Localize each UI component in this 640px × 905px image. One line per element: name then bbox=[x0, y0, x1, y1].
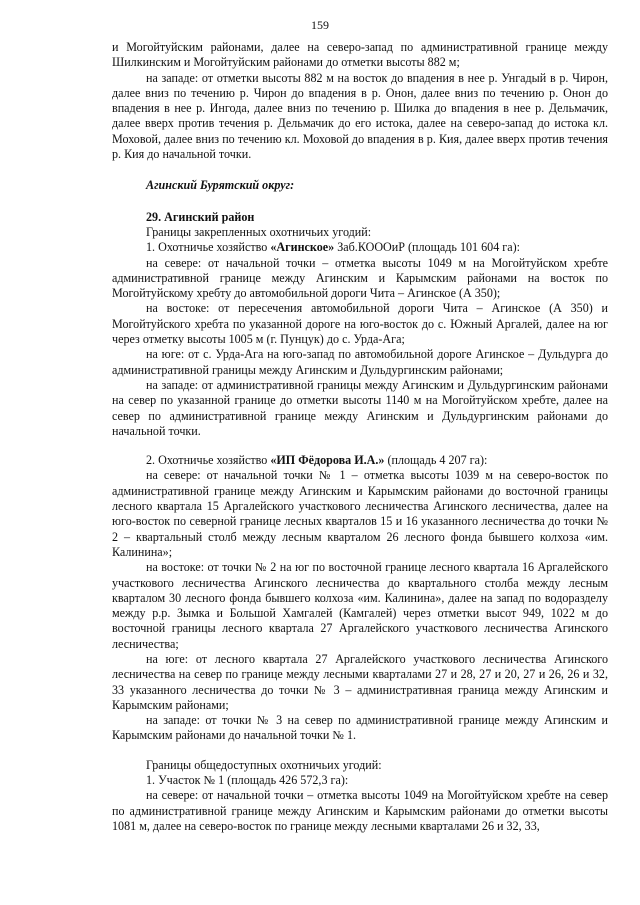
district-heading: Агинский Бурятский округ: bbox=[146, 178, 295, 193]
farm-2-suffix: (площадь 4 207 га): bbox=[384, 453, 488, 468]
public-grounds-label: Границы общедоступных охотничьих угодий: bbox=[146, 757, 382, 772]
farm-1-south: на юге: от с. Урда-Ага на юго-запад по автомобильной дороге Агинское – Дульдурга до административной границы между Агинским и Дульдургинским районами; bbox=[112, 347, 608, 377]
farm-2-prefix: 2. Охотничье хозяйство bbox=[146, 453, 271, 468]
farm-1-east: на востоке: от пересечения автомобильной дороги Чита – Агинское (А 350) и Могойтуйского хребта по указанной дороге на юго-восток до с. Южный Аргалей, далее на юг через отметку высоты 1005 м (г. Пунцук) до с. Урда-Ага; bbox=[112, 301, 608, 347]
raion-heading: 29. Агинский район bbox=[146, 209, 255, 224]
plot-1-heading: 1. Участок № 1 (площадь 426 572,3 га): bbox=[146, 773, 349, 788]
farm-1-name: «Агинское» bbox=[270, 240, 335, 255]
farm-1-heading bbox=[112, 240, 608, 255]
document-body bbox=[112, 40, 608, 834]
farm-2-west: на западе: от точки № 3 на север по административной границе между Агинским и Карымским районами до начальной точки № 1. bbox=[112, 713, 608, 743]
farm-1-north: на севере: от начальной точки – отметка высоты 1049 м на Могойтуйском хребте административной границе между Агинским и Карымским районами на восток по Могойтуйскому хребту до автомобильной дороги Чита – Агинское (А 350); bbox=[112, 255, 608, 301]
farm-2-south: на юге: от лесного квартала 27 Аргалейского участкового лесничества Агинского лесничества на север по границе между лесными кварталами 27 и 28, 27 и 20, 27 и 26, 26 и 32, 33 указанного лесничества до точки № 3 – административная граница между Агинским и Карымским районами; bbox=[112, 651, 608, 712]
fixed-grounds-label: Границы закрепленных охотничьих угодий: bbox=[146, 224, 372, 239]
farm-1-suffix: Заб.КОООиР (площадь 101 604 га): bbox=[334, 240, 520, 255]
farm-2-east: на востоке: от точки № 2 на юг по восточной границе лесного квартала 16 Аргалейского участкового лесничества Агинского лесничества до квартального столба между лесным кварталом 30 лесного фонда бывшего колхоза «им. Калинина», далее на запад по водоразделу между р.р. Зымка и Большой Хамгалей (Камгалей) через отметки высот 949, 1022 м до восточной границы лесного квартала 27 Аргалейского участкового лесничества Агинского лесничества; bbox=[112, 560, 608, 651]
farm-2-heading bbox=[112, 453, 608, 468]
farm-1-west: на западе: от административной границы между Агинским и Дульдургинским районами на север по указанной границе до отметки высоты 1140 м на Могойтуйском хребте, далее на север по административной границе между Агинским и Дульдургинским районами до начальной точки. bbox=[112, 377, 608, 438]
paragraph-west-boundary: на западе: от отметки высоты 882 м на восток до впадения в нее р. Унгадый в р. Чирон, далее вниз по течению р. Чирон до впадения в р. Онон, далее вниз по течению р. Онон до впадения в нее р. Ингода, далее вниз по течению р. Шилка до впадения в нее р. Дельмачик, далее вверх против течения р. Дельмачик до его истока, далее на северо-запад до истока кл. Моховой, далее вниз по течению кл. Моховой до впадения в р. Кия, далее вверх против течения р. Кия до начальной точки. bbox=[112, 70, 608, 162]
farm-2-name: «ИП Фёдорова И.А.» bbox=[270, 453, 385, 468]
farm-2-north: на севере: от начальной точки № 1 – отметка высоты 1039 м на северо-восток по административной границе между Агинским и Карымским районами до восточной границы лесного квартала 15 Аргалейского участкового лесничества Агинского лесничества, далее на юго-восток по северной границе лесных кварталов 15 и 16 указанного лесничества до точки № 2 – квартальный столб между лесным кварталом 26 лесного фонда бывшего колхоза «им. Калинина»; bbox=[112, 468, 608, 559]
paragraph-intro-continuation: и Могойтуйским районами, далее на северо-запад по административной границе между Шилкинским и Могойтуйским районами до отметки высоты 882 м; bbox=[112, 40, 608, 70]
farm-1-prefix: 1. Охотничье хозяйство bbox=[146, 240, 271, 255]
plot-1-north: на севере: от начальной точки – отметка высоты 1049 на Могойтуйском хребте на север по административной границе между Агинским и Карымским районами до отметки высоты 1081 м, далее на северо-восток по границе между лесными кварталами 26 и 32, 33, bbox=[112, 788, 608, 833]
page-number: 159 bbox=[311, 18, 329, 32]
